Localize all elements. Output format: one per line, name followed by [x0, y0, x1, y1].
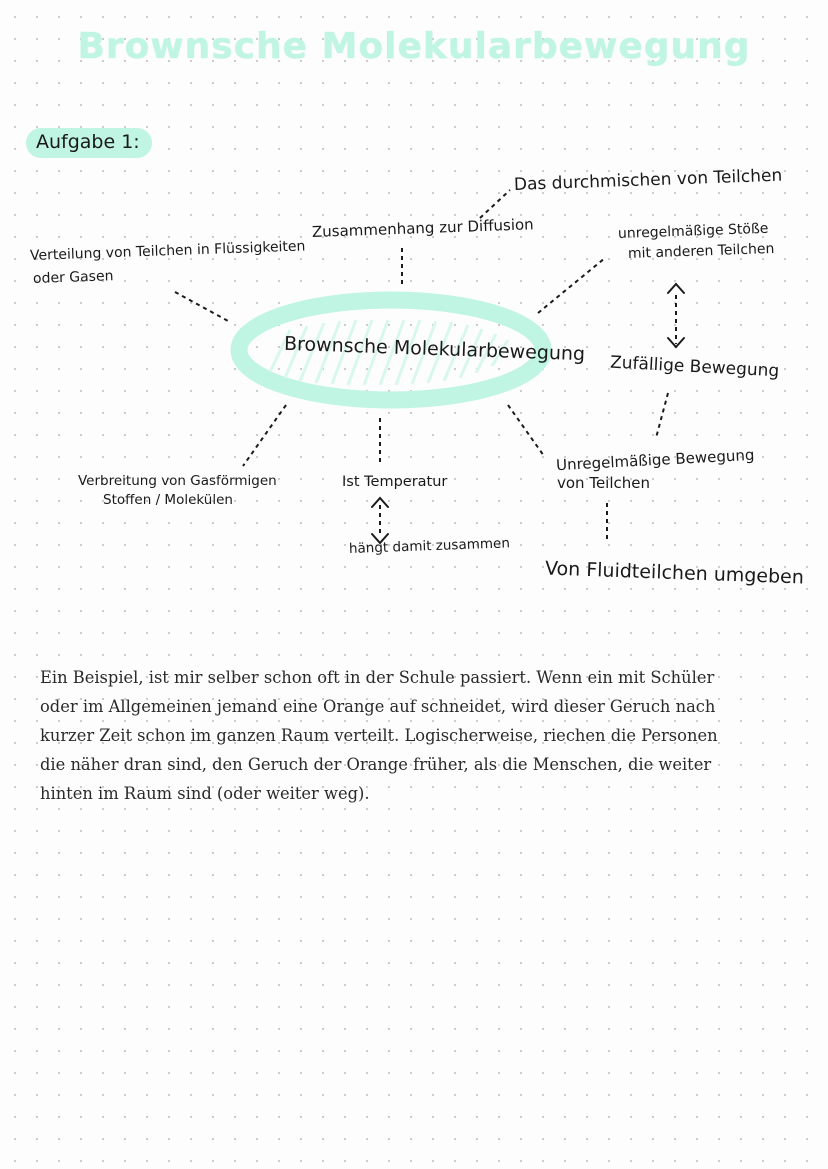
- center-label: Brownsche Molekularbewegung: [283, 332, 586, 366]
- connector-verbreitung: [243, 405, 286, 466]
- node-verbreitung-line2: Stoffen / Molekülen: [103, 492, 233, 508]
- connector-unregelmaessig: [508, 405, 544, 456]
- node-stoesse-line1: unregelmäßige Stöße: [617, 220, 769, 242]
- node-verteilung-line1: Verteilung von Teilchen in Flüssigkeiten: [29, 238, 306, 264]
- node-stoesse-line2: mit anderen Teilchen: [627, 240, 775, 262]
- node-unregelmaessig-line2: von Teilchen: [557, 474, 650, 492]
- node-diffusion: Zusammenhang zur Diffusion: [311, 215, 534, 241]
- arrowhead-down-zufaellig: [668, 338, 684, 347]
- node-fluid: Von Fluidteilchen umgeben: [544, 557, 805, 589]
- connector-zufaellig-unregelmaessig: [656, 393, 668, 438]
- connector-stoesse: [538, 258, 605, 313]
- node-durchmischen: Das durchmischen von Teilchen: [513, 165, 783, 195]
- node-zufaellig: Zufällige Bewegung: [609, 352, 780, 382]
- node-zusammen: hängt damit zusammen: [348, 535, 511, 557]
- node-unregelmaessig-line1: Unregelmäßige Bewegung: [555, 445, 755, 475]
- node-verbreitung-line1: Verbreitung von Gasförmigen: [78, 473, 277, 489]
- node-verteilung-line2: oder Gasen: [32, 268, 114, 287]
- task-label: Aufgabe 1:: [26, 128, 152, 158]
- page-title: Brownsche Molekularbewegung: [77, 26, 751, 67]
- arrowhead-up-stoesse: [668, 284, 684, 293]
- example-paragraph: Ein Beispiel, ist mir selber schon oft in der Schule passiert. Wenn ein mit Schüler oder im Allgemeinen jemand eine Orange auf schneidet, wird dieser Geruch nach kurzer Zeit schon im ganzen Raum verteilt. Logischerweise, riechen die Personen die näher dran sind, den Geruch der Orange früher, als die Menschen, die weiter hinten im Raum sind (oder weiter weg).: [40, 668, 718, 803]
- node-temperatur: Ist Temperatur: [342, 474, 448, 490]
- connector-verteilung: [175, 292, 230, 322]
- connector-durchmischen: [480, 190, 510, 218]
